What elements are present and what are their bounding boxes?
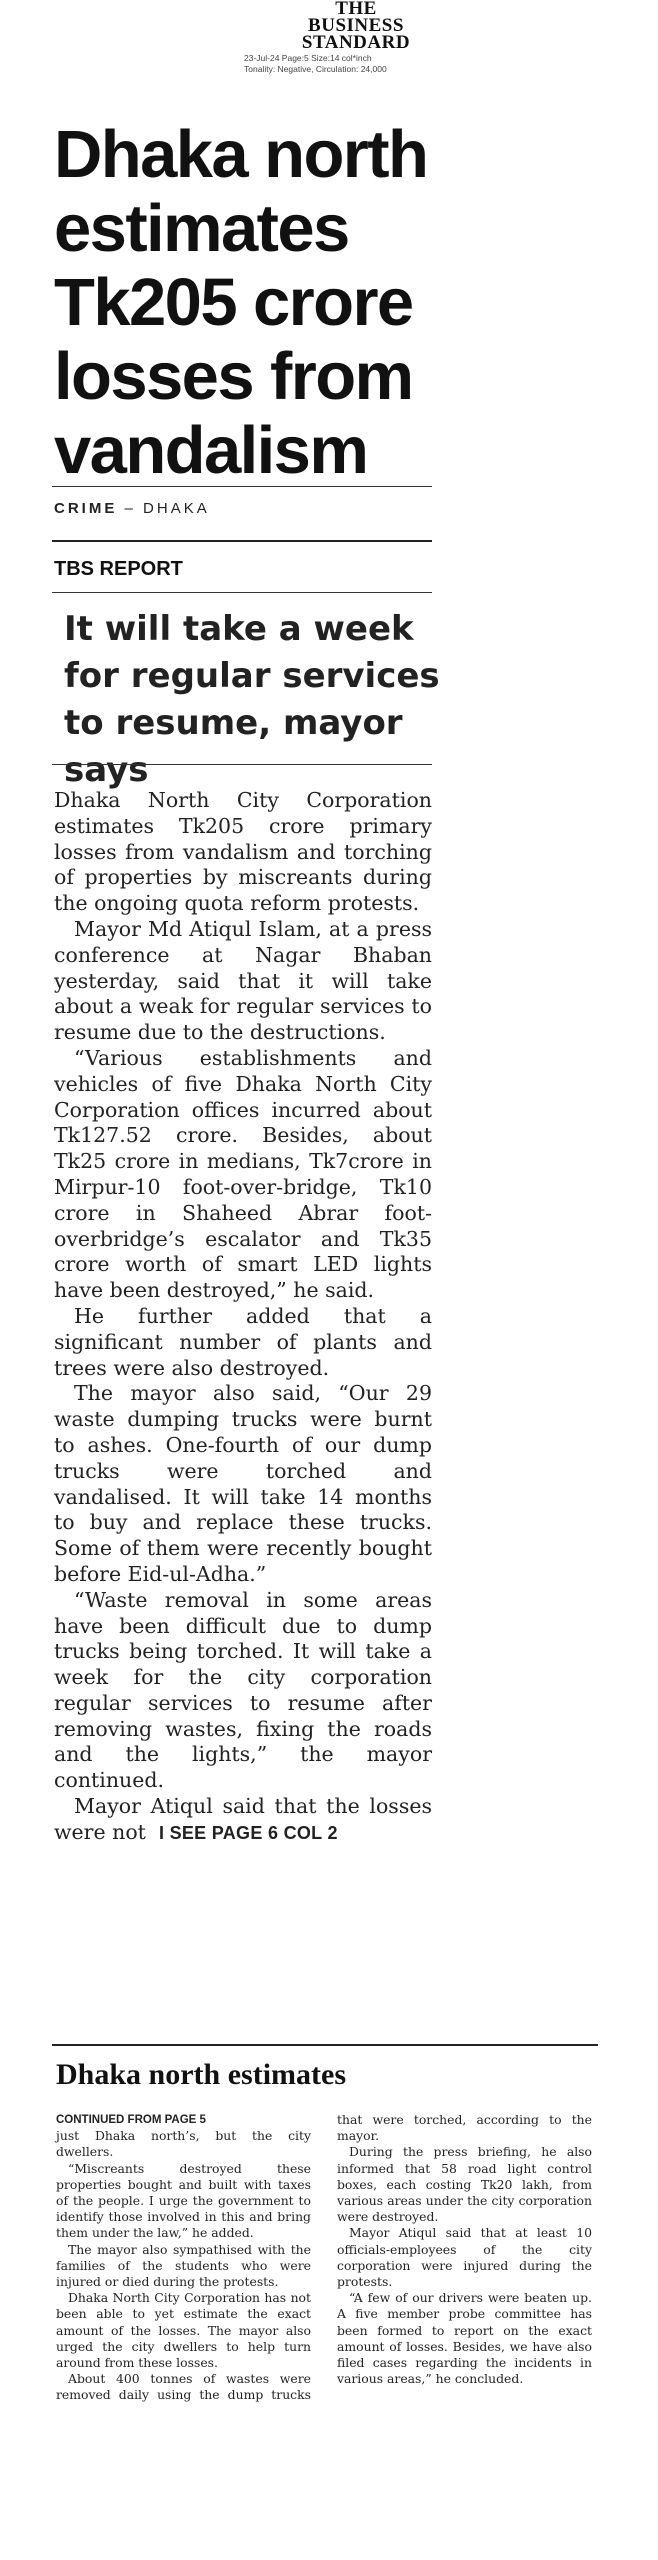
jump-reference: I SEE PAGE 6 COL 2 bbox=[158, 1822, 338, 1843]
meta-line: Tonality: Negative, Circulation: 24,000 bbox=[244, 64, 387, 74]
body-paragraph-last bbox=[54, 1794, 432, 1847]
masthead bbox=[236, 0, 476, 75]
body-paragraph: Dhaka North City Corporation estimates Tk205 crore primary losses from vandalism and torching of properties by miscreants during the ongoing quota reform protests. bbox=[54, 788, 432, 916]
logo-line: THE bbox=[335, 0, 377, 19]
body-paragraph: “Various establishments and vehicles of five Dhaka North City Corporation offices incurred about Tk127.52 crore. Besides, about Tk25 crore in medians, Tk7crore in Mirpur-10 foot-over-bridge, Tk10 crore in Shaheed Abrar foot-overbridge’s escalator and Tk35 crore worth of smart LED lights have been destroyed,” he said. bbox=[54, 1045, 432, 1303]
clipping-meta bbox=[236, 53, 476, 75]
logo-line: BUSINESS bbox=[308, 15, 404, 36]
section-name: CRIME bbox=[54, 500, 118, 517]
continuation-body bbox=[56, 2112, 592, 2404]
continuation-paragraph: Dhaka North City Corporation has not been able to yet estimate the exact amount of the losses. The mayor also urged the city dwellers to help turn around from these losses. bbox=[56, 2290, 311, 2371]
divider bbox=[52, 764, 432, 765]
body-paragraph: He further added that a significant number of plants and trees were also destroyed. bbox=[54, 1303, 432, 1380]
continuation-title: Dhaka north estimates bbox=[56, 2058, 346, 2091]
meta-line: 23-Jul-24 Page:5 Size:14 col*inch bbox=[244, 53, 372, 63]
section-location: DHAKA bbox=[143, 500, 210, 517]
article-body bbox=[54, 788, 432, 1847]
logo-line: STANDARD bbox=[301, 32, 411, 53]
continuation-paragraph: About 400 tonnes of wastes were removed daily using the dump trucks that were torched, according to the mayor. bbox=[56, 2112, 592, 2403]
article-deck: It will take a week for regular services to resume, mayor says bbox=[64, 609, 440, 790]
body-paragraph: Mayor Md Atiqul Islam, at a press conference at Nagar Bhaban yesterday, said that it will take about a weak for regular services to resume due to the destructions. bbox=[54, 916, 432, 1045]
divider bbox=[52, 592, 432, 593]
continuation-paragraph: Mayor Atiqul said that at least 10 officials-employees of the city corporation were injured during the protests. bbox=[337, 2225, 592, 2290]
byline: TBS REPORT bbox=[54, 558, 183, 580]
body-paragraph: The mayor also said, “Our 29 waste dumping trucks were burnt to ashes. One-fourth of our dump trucks were torched and vandalised. It will take 14 months to buy and replace these trucks. Some of them were recently bought before Eid-ul-Adha.” bbox=[54, 1381, 432, 1586]
divider bbox=[52, 540, 432, 542]
divider bbox=[52, 486, 432, 487]
article-headline: Dhaka north estimates Tk205 crore losses from vandalism bbox=[54, 117, 428, 488]
continuation-paragraph: During the press briefing, he also informed that 58 road light control boxes, each costing Tk20 lakh, from various areas under the city corporation were destroyed. bbox=[337, 2144, 592, 2225]
continuation-paragraph: The mayor also sympathised with the families of the students who were injured or died during the protests. bbox=[56, 2241, 311, 2290]
section-separator: – bbox=[117, 500, 144, 517]
body-paragraph: “Waste removal in some areas have been difficult due to dump trucks being torched. It will take a week for the city corporation regular services to resume after removing wastes, fixing the roads and the lights,” the mayor continued. bbox=[54, 1587, 432, 1793]
section-label bbox=[54, 500, 210, 517]
continuation-paragraph: just Dhaka north’s, but the city dwellers. bbox=[56, 2128, 311, 2160]
newspaper-logo bbox=[236, 0, 476, 51]
continuation-label: CONTINUED FROM PAGE 5 bbox=[56, 2114, 206, 2126]
divider bbox=[52, 2044, 598, 2046]
continuation-paragraph: “A few of our drivers were beaten up. A five member probe committee has been formed to report on the exact amount of losses. Besides, we have also filed cases regarding the incidents in various areas,” he concluded. bbox=[337, 2290, 592, 2387]
last-paragraph-text: Mayor Atiqul said that the losses were not bbox=[54, 1794, 432, 1844]
continuation-paragraph: “Miscreants destroyed these properties bought and built with taxes of the people. I urge the government to identify those involved in this and bring them under the law,” he added. bbox=[56, 2160, 311, 2241]
